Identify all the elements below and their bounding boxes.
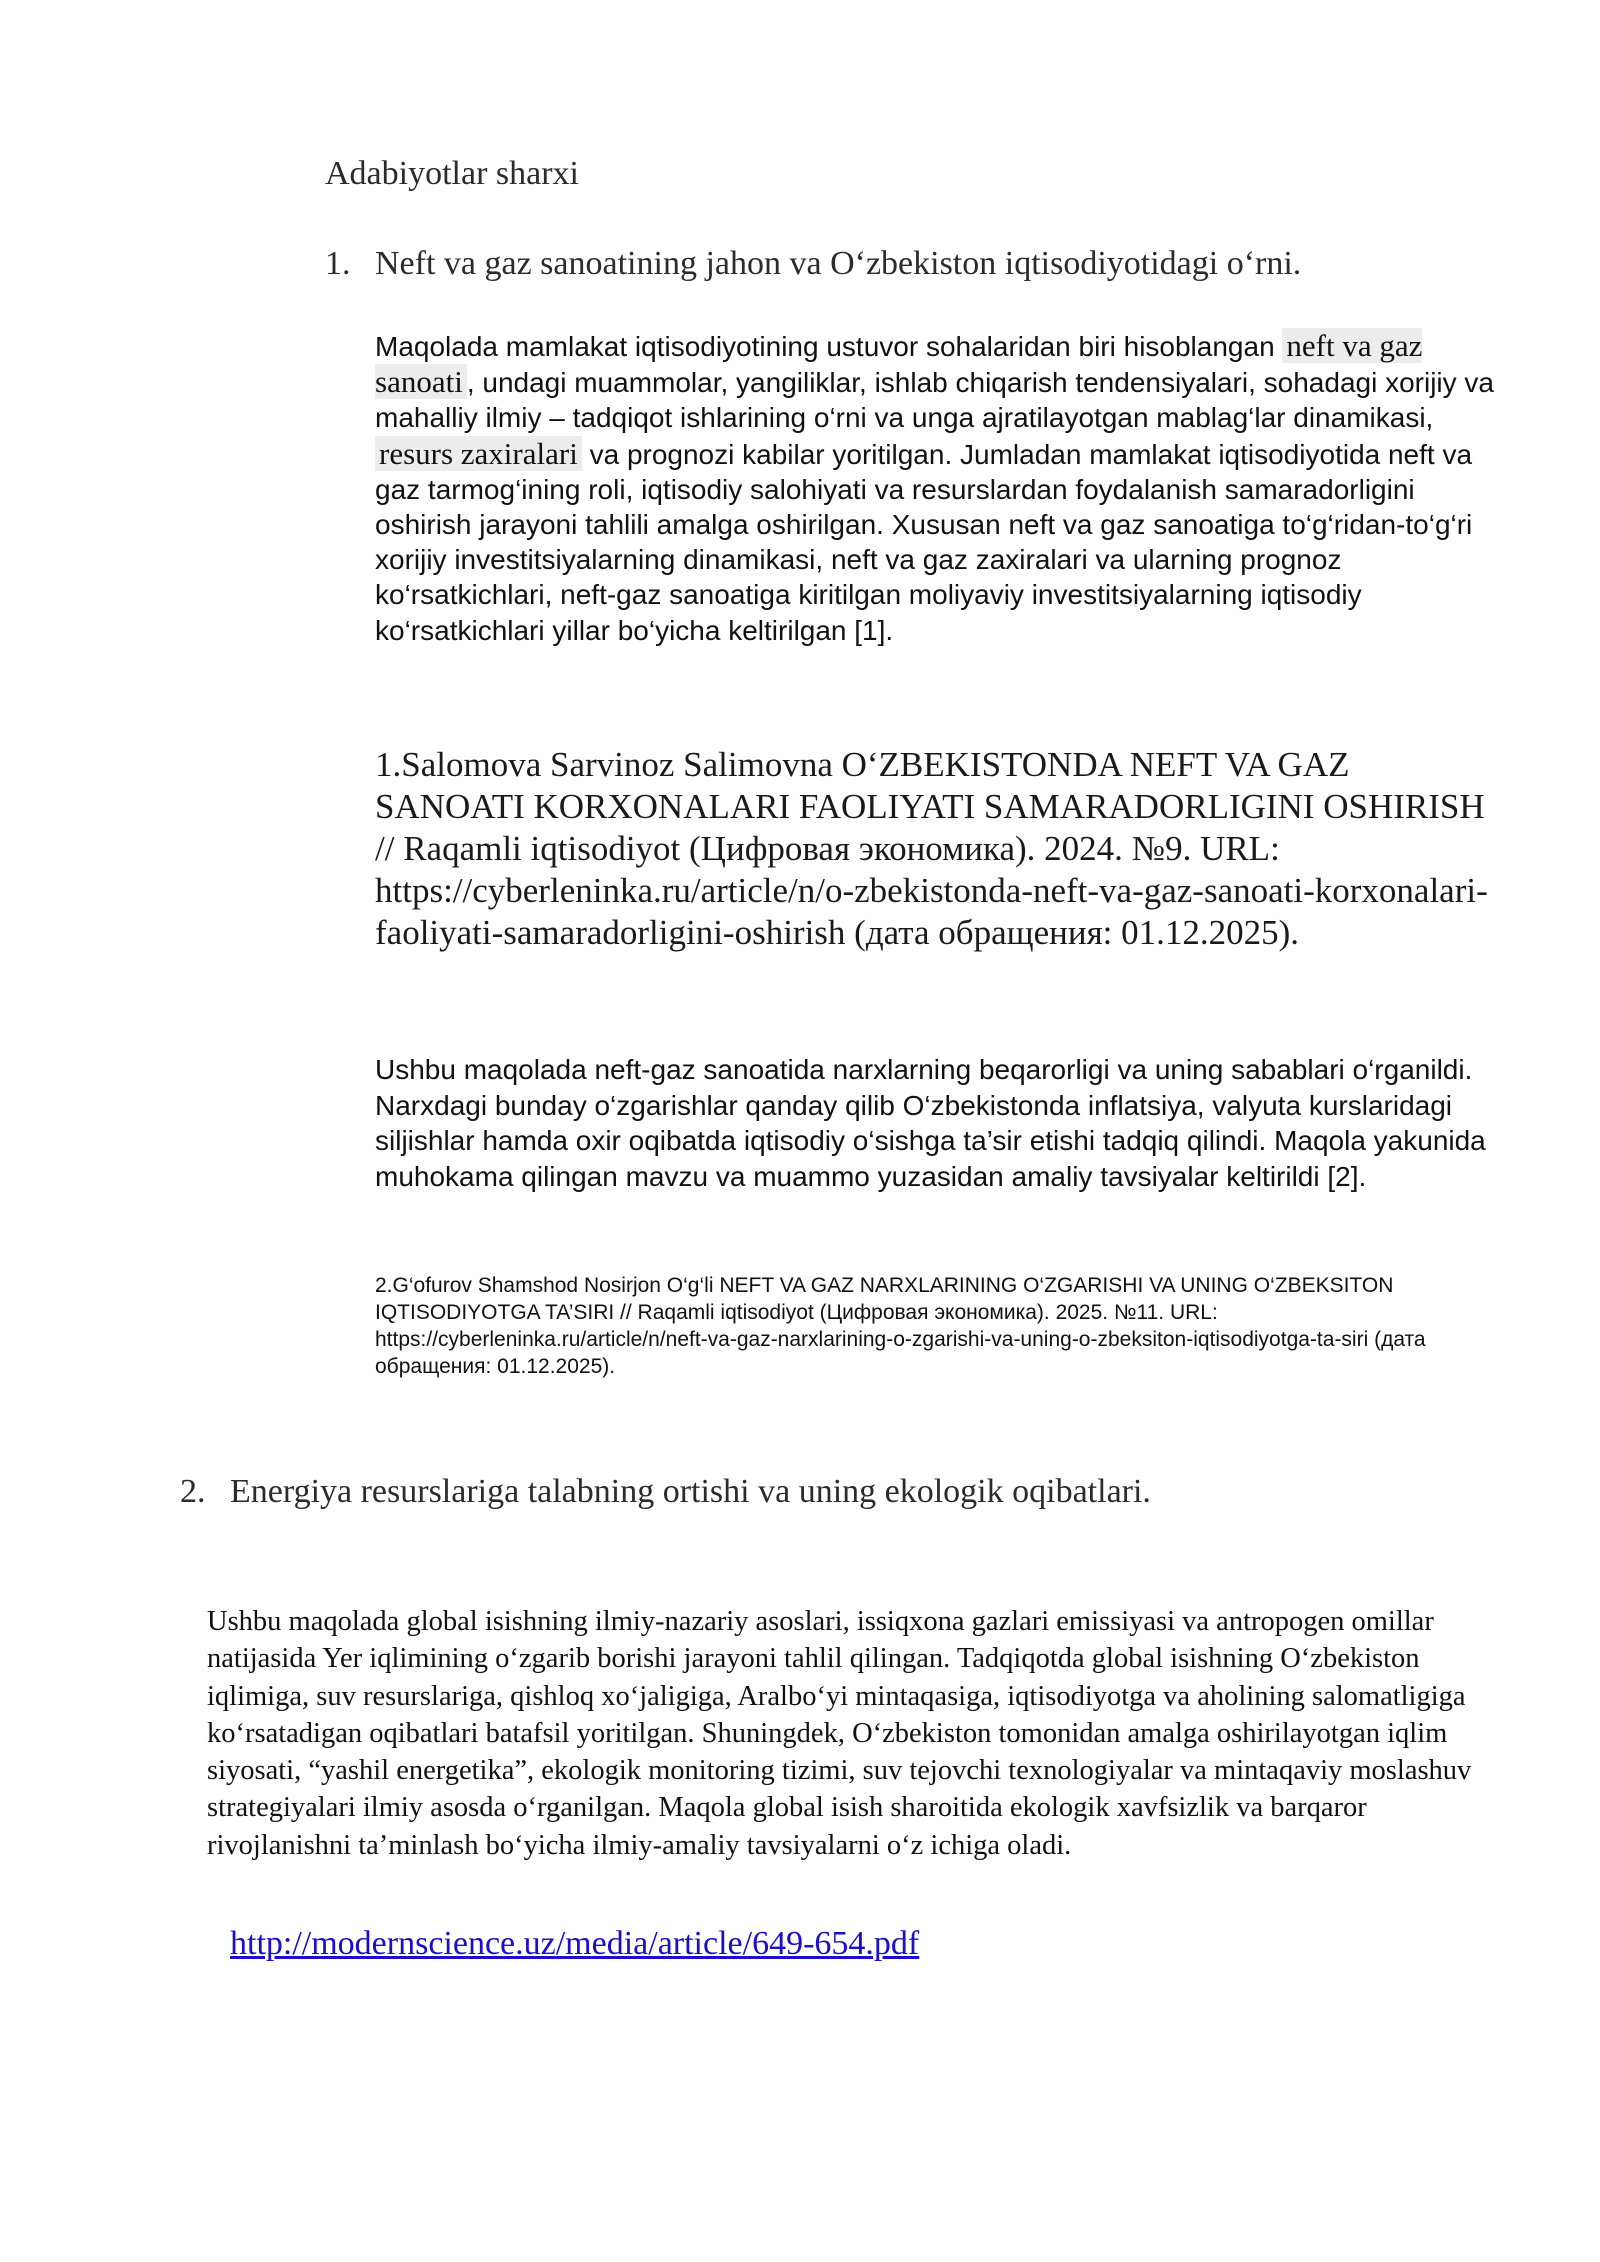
article-summary-2: Ushbu maqolada neft-gaz sanoatida narxlarning beqarorligi va uning sabablari o‘rganildi. Narxdagi bunday o‘zgarishlar qanday qilib O‘zbekistonda inflatsiya, valyuta kurslaridagi siljishlar hamda oxir oqibatda iqtisodiy o‘sishga ta’sir etishi tadqiq qilindi. Maqola yakunida muhokama qilingan mavzu va muammo yuzasidan amaliy tavsiyalar keltirildi [2].: [375, 1054, 1486, 1192]
section-heading-text: Neft va gaz sanoatining jahon va O‘zbekiston iqtisodiyotidagi o‘rni.: [375, 245, 1302, 282]
section-heading-text: Energiya resurslariga talabning ortishi va uning ekologik oqibatlari.: [230, 1473, 1151, 1510]
reference-1: 1.Salomova Sarvinoz Salimovna O‘ZBEKISTONDA NEFT VA GAZ SANOATI KORXONALARI FAOLIYATI SAMARADORLIGINI OSHIRISH // Raqamli iqtisodiyot (Цифровая экономика). 2024. №9. URL: https://cyberleninka.ru/article/n/o-zbekistonda-neft-va-gaz-sanoati-korxonalari-faoliyati-samaradorligini-oshirish (дата обращения: 01.12.2025).: [375, 745, 1488, 952]
summary-text: Maqolada mamlakat iqtisodiyotining ustuvor sohalaridan biri hisoblangan: [375, 331, 1283, 362]
reference-2: 2.G‘ofurov Shamshod Nosirjon O‘g‘li NEFT VA GAZ NARXLARINING O‘ZGARISHI VA UNING O‘ZBEKSITON IQTISODIYOTGA TA’SIRI // Raqamli iqtisodiyot (Цифровая экономика). 2025. №11. URL: https://cyberleninka.ru/article/n/neft-va-gaz-narxlarining-o-zgarishi-va-uning-o-zbeksiton-iqtisodiyotga-ta-siri (дата обращения: 01.12.2025).: [375, 1274, 1426, 1378]
highlighted-term: neft va gaz sanoati: [375, 328, 1423, 400]
summary-text: , undagi muammolar, yangiliklar, ishlab chiqarish tendensiyalari, sohadagi xorijiy va mahalliy ilmiy – tadqiqot ishlarining o‘rni va unga ajratilayotgan mablag‘lar dinamikasi,: [375, 367, 1495, 434]
highlighted-term: resurs zaxiralari: [375, 436, 582, 471]
section-heading-2: [180, 1470, 1151, 1514]
section-heading-1: [325, 242, 1301, 286]
page-title: Adabiyotlar sharxi: [325, 155, 579, 192]
summary-text: va prognozi kabilar yoritilgan. Jumladan mamlakat iqtisodiyotida neft va gaz tarmog‘ining roli, iqtisodiy salohiyati va resurslardan foydalanish samaradorligini oshirish jarayoni tahlili amalga oshirilgan. Xususan neft va gaz sanoatiga to‘g‘ridan-to‘g‘ri xorijiy investitsiyalarning dinamikasi, neft va gaz zaxiralari va ularning prognoz ko‘rsatkichlari, neft-gaz sanoatiga kiritilgan moliyaviy investitsiyalarning iqtisodiy ko‘rsatkichlari yillar bo‘yicha keltirilgan [1].: [375, 438, 1473, 646]
list-number: 1.: [325, 245, 351, 282]
list-number: 2.: [180, 1473, 206, 1510]
article-summary-3: Ushbu maqolada global isishning ilmiy-nazariy asoslari, issiqxona gazlari emissiyasi va antropogen omillar natijasida Yer iqlimining o‘zgarib borishi jarayoni tahlil qilingan. Tadqiqotda global isishning O‘zbekiston iqlimiga, suv resurslariga, qishloq xo‘jaligiga, Aralbo‘yi mintaqasiga, iqtisodiyotga va aholining salomatligiga ko‘rsatadigan oqibatlari batafsil yoritilgan. Shuningdek, O‘zbekiston tomonidan amalga oshirilayotgan iqlim siyosati, “yashil energetika”, ekologik monitoring tizimi, suv tejovchi texnologiyalar va mintaqaviy moslashuv strategiyalari ilmiy asosda o‘rganilgan. Maqola global isish sharoitida ekologik xavfsizlik va barqaror rivojlanishni ta’minlash bo‘yicha ilmiy-amaliy tavsiyalarni o‘z ichiga oladi.: [207, 1606, 1472, 1861]
article-summary-1: [375, 328, 1495, 648]
source-link[interactable]: http://modernscience.uz/media/article/649-654.pdf: [230, 1925, 920, 1962]
